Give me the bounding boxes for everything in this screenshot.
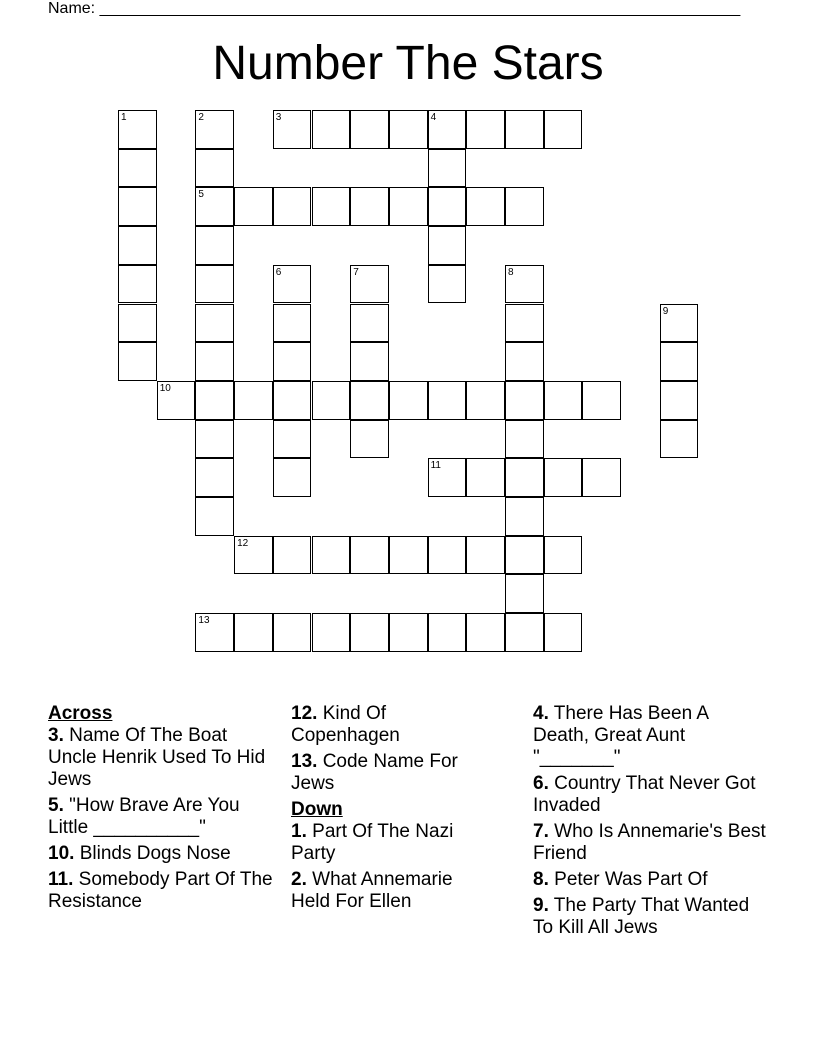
grid-cell[interactable] [505,420,544,459]
down-heading: Down [291,799,343,820]
grid-cell[interactable] [350,536,389,575]
across-heading: Across [48,703,113,724]
grid-cell[interactable] [350,304,389,343]
grid-cell[interactable] [389,187,428,226]
cell-number: 4 [430,112,437,123]
cell-number: 9 [662,305,669,317]
grid-cell[interactable] [350,381,389,420]
grid-cell[interactable] [505,342,544,381]
grid-cell[interactable] [660,342,699,381]
cell-number: 6 [275,266,282,278]
cell-number: 2 [198,112,204,123]
clue-text: The Party That Wanted To Kill All Jews [533,895,750,938]
grid-cell[interactable] [118,226,157,265]
grid-cell[interactable] [195,458,234,497]
grid-cell[interactable] [118,187,157,226]
clue-across-5 [48,795,278,839]
grid-cell[interactable] [428,613,467,652]
clue-number: 12. [291,703,318,724]
grid-cell[interactable] [389,613,428,652]
grid-cell[interactable] [466,536,505,575]
clue-down-9 [533,895,768,939]
grid-cell[interactable] [195,381,234,420]
clue-number: 13. [291,751,318,772]
clue-text: Peter Was Part Of [554,869,708,890]
cell-number: 11 [430,460,441,472]
grid-cell[interactable] [428,110,467,149]
grid-cell[interactable] [350,110,389,149]
grid-cell[interactable] [118,342,157,381]
grid-cell[interactable] [118,149,157,188]
grid-cell[interactable] [195,187,234,226]
grid-cell[interactable] [350,613,389,652]
clue-down-1 [291,821,491,865]
grid-cell[interactable] [157,381,196,420]
cell-number: 3 [275,112,282,123]
grid-cell[interactable] [118,265,157,304]
clue-number: 7. [533,821,549,842]
clue-number: 4. [533,703,549,724]
grid-cell[interactable] [312,187,351,226]
clue-down-2 [291,869,491,913]
clue-text: Kind Of Copenhagen [291,703,400,746]
grid-cell[interactable] [273,110,312,149]
grid-cell[interactable] [195,226,234,265]
clue-text: Name Of The Boat Uncle Henrik Used To Hid Jews [48,725,266,790]
grid-cell[interactable] [118,110,157,149]
clue-number: 9. [533,895,549,916]
clue-down-4 [533,703,768,769]
clue-number: 10. [48,843,75,864]
grid-cell[interactable] [195,304,234,343]
grid-cell[interactable] [273,265,312,304]
clue-number: 3. [48,725,64,746]
grid-cell[interactable] [544,458,583,497]
grid-cell[interactable] [312,536,351,575]
clue-text: Country That Never Got Invaded [533,773,756,816]
grid-cell[interactable] [466,187,505,226]
grid-cell[interactable] [273,420,312,459]
grid-cell[interactable] [466,110,505,149]
grid-cell[interactable] [505,304,544,343]
grid-cell[interactable] [466,613,505,652]
grid-cell[interactable] [505,381,544,420]
grid-cell[interactable] [544,536,583,575]
clue-down-6 [533,773,768,817]
grid-cell[interactable] [234,536,273,575]
grid-cell[interactable] [195,149,234,188]
clue-down-8 [533,869,768,891]
clue-across-10 [48,843,278,865]
clue-number: 5. [48,795,64,816]
grid-cell[interactable] [195,342,234,381]
grid-cell[interactable] [505,110,544,149]
clue-across-13 [291,751,491,795]
clue-across-12 [291,703,491,747]
grid-cell[interactable] [273,342,312,381]
clue-text: "How Brave Are You Little __________" [48,795,240,838]
grid-cell[interactable] [273,187,312,226]
grid-cell[interactable] [428,187,467,226]
grid-cell[interactable] [660,304,699,343]
grid-cell[interactable] [350,187,389,226]
grid-cell[interactable] [350,265,389,304]
grid-cell[interactable] [234,613,273,652]
grid-cell[interactable] [195,265,234,304]
cell-number: 7 [353,266,359,278]
grid-cell[interactable] [505,458,544,497]
grid-cell[interactable] [195,420,234,459]
clue-across-11 [48,869,278,913]
grid-cell[interactable] [582,458,621,497]
grid-cell[interactable] [350,420,389,459]
clue-across-3 [48,725,278,791]
grid-cell[interactable] [428,536,467,575]
name-field[interactable]: Name: ________________________________________________________________________ [48,0,741,17]
grid-cell[interactable] [195,497,234,536]
page-title: Number The Stars [212,37,604,90]
grid-cell[interactable] [505,613,544,652]
clue-number: 6. [533,773,549,794]
cell-number: 13 [198,615,210,627]
clue-text: There Has Been A Death, Great Aunt "_______" [533,703,709,768]
grid-cell[interactable] [312,613,351,652]
grid-cell[interactable] [389,381,428,420]
grid-cell[interactable] [544,381,583,420]
cell-number: 5 [198,189,204,201]
grid-cell[interactable] [234,381,273,420]
clue-text: Part Of The Nazi Party [291,821,454,864]
grid-cell[interactable] [350,342,389,381]
cell-number: 8 [508,266,514,278]
grid-cell[interactable] [428,458,467,497]
grid-cell[interactable] [505,536,544,575]
clue-number: 11. [48,869,74,890]
grid-cell[interactable] [505,265,544,304]
grid-cell[interactable] [466,381,505,420]
clue-column-1 [48,703,278,917]
grid-cell[interactable] [273,458,312,497]
grid-cell[interactable] [660,381,699,420]
grid-cell[interactable] [505,497,544,536]
grid-cell[interactable] [312,110,351,149]
grid-cell[interactable] [660,420,699,459]
grid-cell[interactable] [544,613,583,652]
grid-cell[interactable] [273,536,312,575]
grid-cell[interactable] [428,149,467,188]
grid-cell[interactable] [466,458,505,497]
clue-text: Blinds Dogs Nose [79,843,231,864]
clue-column-3 [533,703,768,943]
grid-cell[interactable] [582,381,621,420]
clue-column-2 [291,703,491,917]
grid-cell[interactable] [312,381,351,420]
grid-cell[interactable] [273,381,312,420]
clue-text: Somebody Part Of The Resistance [48,869,273,912]
grid-cell[interactable] [428,265,467,304]
clue-text: Code Name For Jews [291,751,458,794]
grid-cell[interactable] [389,110,428,149]
grid-cell[interactable] [389,536,428,575]
grid-cell[interactable] [273,304,312,343]
clue-number: 1. [291,821,307,842]
clue-text: Who Is Annemarie's Best Friend [533,821,766,864]
cell-number: 12 [237,537,249,549]
clue-number: 8. [533,869,549,890]
grid-cell[interactable] [234,187,273,226]
clue-number: 2. [291,869,307,890]
cell-number: 10 [159,382,171,394]
grid-cell[interactable] [505,574,544,613]
grid-cell[interactable] [195,110,234,149]
cell-number: 1 [121,112,127,123]
grid-cell[interactable] [544,110,583,149]
grid-cell[interactable] [428,226,467,265]
grid-cell[interactable] [118,304,157,343]
grid-cell[interactable] [505,187,544,226]
clue-down-7 [533,821,768,865]
grid-cell[interactable] [195,613,234,652]
clue-text: What Annemarie Held For Ellen [291,869,453,912]
grid-cell[interactable] [428,381,467,420]
grid-cell[interactable] [273,613,312,652]
